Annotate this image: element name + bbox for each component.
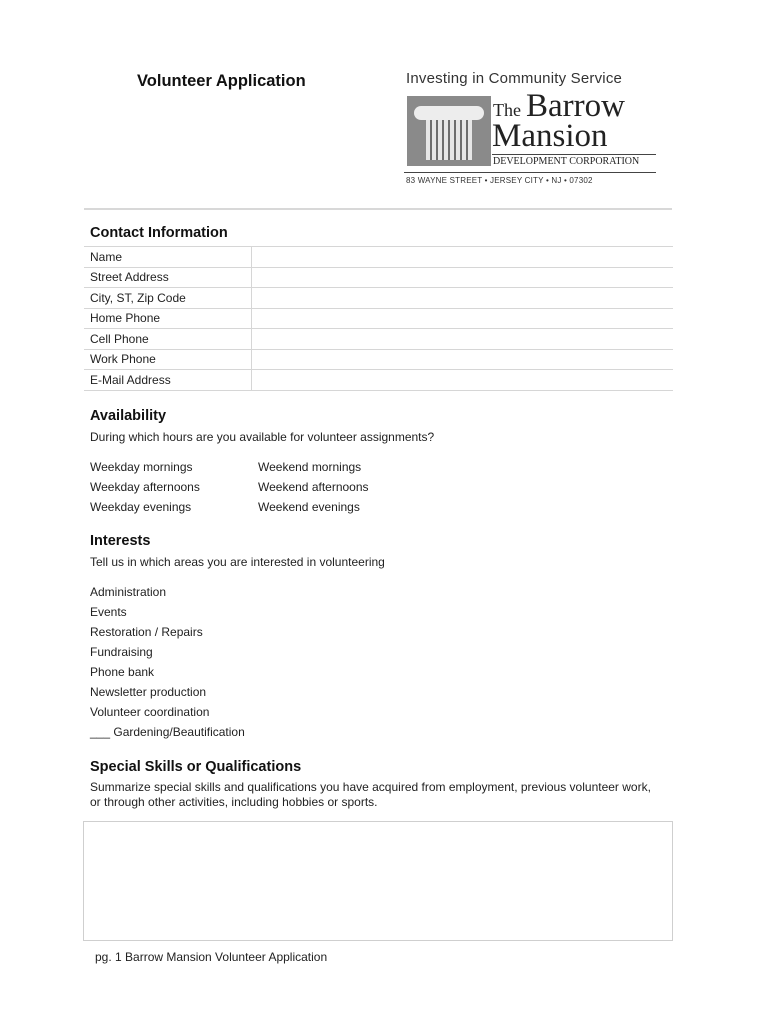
barrow-mansion-logo <box>404 70 660 190</box>
interests-prompt: Tell us in which areas you are interested in volunteering <box>90 555 385 569</box>
city-state-zip-field[interactable] <box>252 288 674 309</box>
availability-prompt: During which hours are you available for volunteer assignments? <box>90 430 435 444</box>
skills-heading: Special Skills or Qualifications <box>90 759 302 775</box>
contact-heading: Contact Information <box>90 225 228 241</box>
column-capital-icon <box>414 106 484 120</box>
option-weekday-evenings[interactable]: Weekday evenings <box>90 500 192 514</box>
logo-barrow: Barrow <box>526 88 625 124</box>
skills-prompt-line2: or through other activities, including hobbies or sports. <box>90 795 378 809</box>
field-label: E-Mail Address <box>84 370 252 391</box>
contact-row-name <box>84 247 673 268</box>
logo-mansion: Mansion <box>492 118 608 154</box>
header-divider <box>84 208 672 210</box>
logo-tagline: Investing in Community Service <box>406 70 623 87</box>
logo-the: The <box>493 100 521 120</box>
interest-administration[interactable]: Administration <box>90 585 167 599</box>
interest-fundraising[interactable]: Fundraising <box>90 645 153 659</box>
work-phone-field[interactable] <box>252 349 674 370</box>
weekday-options <box>90 457 200 517</box>
street-address-field[interactable] <box>252 267 674 288</box>
contact-row-home-phone <box>84 308 673 329</box>
logo-rule <box>492 154 656 155</box>
contact-row-work-phone <box>84 349 673 370</box>
contact-row-street <box>84 267 673 288</box>
page-title: Volunteer Application <box>137 72 306 90</box>
interest-gardening[interactable]: ___ Gardening/Beautification <box>90 725 245 739</box>
option-weekend-mornings[interactable]: Weekend mornings <box>258 460 362 474</box>
contact-table <box>84 246 673 391</box>
home-phone-field[interactable] <box>252 308 674 329</box>
interests-heading: Interests <box>90 533 151 549</box>
option-weekend-evenings[interactable]: Weekend evenings <box>258 500 360 514</box>
option-weekday-mornings[interactable]: Weekday mornings <box>90 460 193 474</box>
field-label: Work Phone <box>84 349 252 370</box>
interest-restoration[interactable]: Restoration / Repairs <box>90 625 203 639</box>
cell-phone-field[interactable] <box>252 329 674 350</box>
logo-subtitle: DEVELOPMENT CORPORATION <box>493 156 640 167</box>
interest-newsletter[interactable]: Newsletter production <box>90 685 207 699</box>
field-label: Cell Phone <box>84 329 252 350</box>
contact-row-cell-phone <box>84 329 673 350</box>
interests-list <box>90 582 245 742</box>
interest-events[interactable]: Events <box>90 605 127 619</box>
interest-phone-bank[interactable]: Phone bank <box>90 665 155 679</box>
field-label: Home Phone <box>84 308 252 329</box>
logo-rule <box>404 172 656 173</box>
column-shaft-icon <box>426 120 472 160</box>
field-label: Street Address <box>84 267 252 288</box>
availability-heading: Availability <box>90 408 167 424</box>
logo-address: 83 WAYNE STREET • JERSEY CITY • NJ • 07302 <box>406 176 593 185</box>
contact-row-city <box>84 288 673 309</box>
field-label: Name <box>84 247 252 268</box>
weekend-options <box>258 457 369 517</box>
name-field[interactable] <box>252 247 674 268</box>
email-field[interactable] <box>252 370 674 391</box>
interest-volunteer-coordination[interactable]: Volunteer coordination <box>90 705 210 719</box>
contact-row-email <box>84 370 673 391</box>
page-footer: pg. 1 Barrow Mansion Volunteer Application <box>95 950 328 964</box>
field-label: City, ST, Zip Code <box>84 288 252 309</box>
option-weekday-afternoons[interactable]: Weekday afternoons <box>90 480 200 494</box>
skills-prompt-line1: Summarize special skills and qualifications you have acquired from employment, previous volunteer work, <box>90 780 651 794</box>
option-weekend-afternoons[interactable]: Weekend afternoons <box>258 480 369 494</box>
skills-textarea[interactable] <box>83 821 673 941</box>
